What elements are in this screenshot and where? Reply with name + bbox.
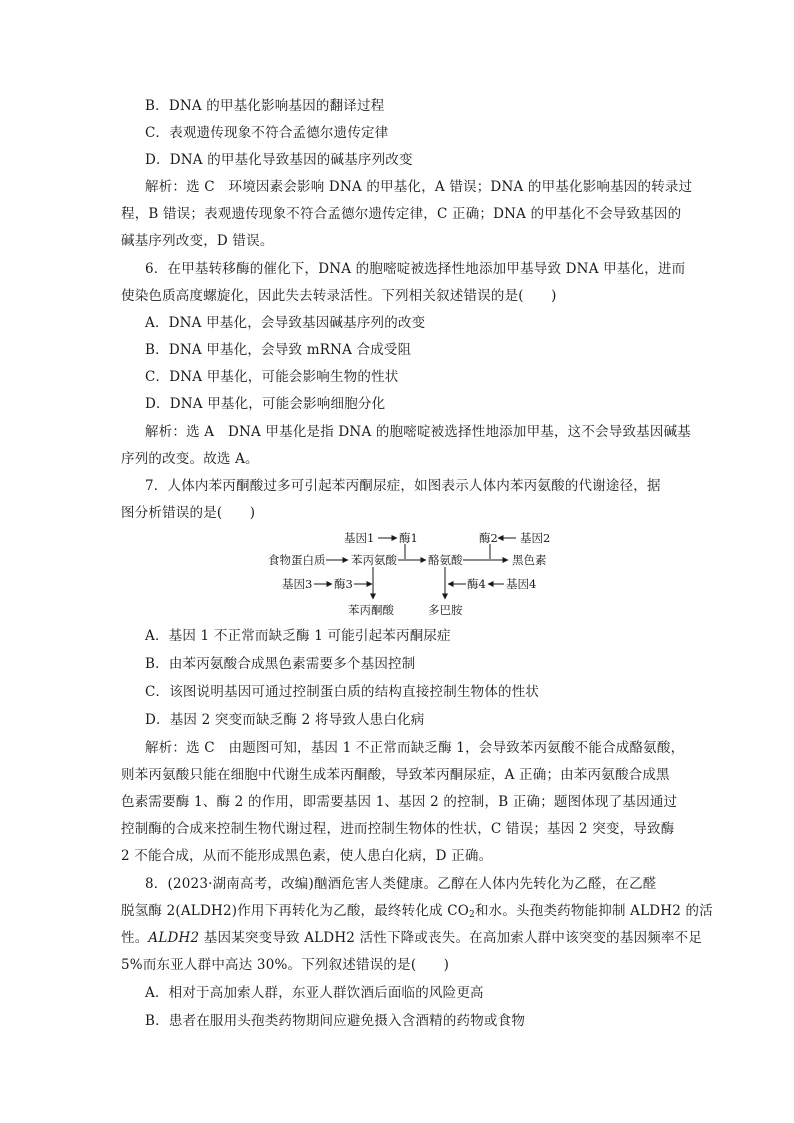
q5-option-b: B．DNA 的甲基化影响基因的翻译过程 <box>145 98 385 114</box>
metabolic-pathway-diagram <box>268 527 568 622</box>
q5-option-c: C．表观遗传现象不符合孟德尔遗传定律 <box>145 125 389 141</box>
q7-explanation-line-4: 控制酶的合成来控制生物代谢过程，进而控制生物体的性状，C 错误；基因 2 突变，导致酶 <box>121 821 675 837</box>
co2-subscript: 2 <box>469 910 475 920</box>
q6-option-d: D．DNA 甲基化，可能会影响细胞分化 <box>145 396 386 412</box>
q6-option-b: B．DNA 甲基化，会导致 mRNA 合成受阻 <box>145 342 412 358</box>
label-gene3: 基因3 <box>282 577 313 591</box>
label-enzyme4: 酶4 <box>467 577 486 591</box>
q6-explanation-line-1: 解析：选 A DNA 甲基化是指 DNA 的胞嘧啶被选择性地添加甲基，这不会导致基因碱基 <box>145 424 691 440</box>
q7-stem-line-2: 图分析错误的是( ) <box>121 505 256 521</box>
q8-stem-line-3 <box>121 929 702 947</box>
q5-explanation-line-3: 碱基序列改变，D 错误。 <box>121 233 274 249</box>
q6-explanation-line-2: 序列的改变。故选 A。 <box>121 451 259 467</box>
q5-explanation-line-2: 程，B 错误；表观遗传现象不符合孟德尔遗传定律，C 正确；DNA 的甲基化不会导致基因的 <box>121 206 682 222</box>
label-melanin: 黑色素 <box>512 553 547 567</box>
q6-stem-line-2: 使染色质高度螺旋化，因此失去转录活性。下列相关叙述错误的是( ) <box>121 288 557 304</box>
label-food-protein: 食物蛋白质 <box>268 553 326 567</box>
label-phenylpyruvic-acid: 苯丙酮酸 <box>348 603 394 617</box>
q7-explanation-line-5: 2 不能合成，从而不能形成黑色素，使人患白化病，D 正确。 <box>121 848 493 864</box>
q5-option-d: D．DNA 的甲基化导致基因的碱基序列改变 <box>145 152 413 168</box>
q8-stem-line-2-b: 和水。头孢类药物能抑制 ALDH2 的活 <box>474 903 713 919</box>
q7-option-b: B．由苯丙氨酸合成黑色素需要多个基因控制 <box>145 656 416 672</box>
q7-explanation-line-3: 色素需要酶 1、酶 2 的作用，即需要基因 1、基因 2 的控制，B 正确；题图体现了基因通过 <box>121 794 678 810</box>
label-enzyme2: 酶2 <box>479 531 498 545</box>
q6-option-a: A．DNA 甲基化，会导致基因碱基序列的改变 <box>145 315 426 331</box>
q8-stem-line-2 <box>121 902 713 924</box>
label-gene2: 基因2 <box>520 531 551 545</box>
q7-option-a: A．基因 1 不正常而缺乏酶 1 可能引起苯丙酮尿症 <box>145 628 451 644</box>
q6-option-c: C．DNA 甲基化，可能会影响生物的性状 <box>145 369 399 385</box>
q6-stem-line-1: 6．在甲基转移酶的催化下，DNA 的胞嘧啶被选择性地添加甲基导致 DNA 甲基化，进而 <box>145 261 686 277</box>
q8-stem-line-3-a: 性。 <box>121 930 149 946</box>
q7-option-c: C．该图说明基因可通过控制蛋白质的结构直接控制生物体的性状 <box>145 684 540 700</box>
q8-option-b: B．患者在服用头孢类药物期间应避免摄入含酒精的药物或食物 <box>145 1013 526 1029</box>
q5-explanation-line-1: 解析：选 C 环境因素会影响 DNA 的甲基化，A 错误；DNA 的甲基化影响基因的转录过 <box>145 179 693 195</box>
q8-stem-line-2-a: 脱氢酶 2(ALDH2)作用下再转化为乙酸，最终转化成 CO <box>121 903 470 919</box>
label-phenylalanine: 苯丙氨酸 <box>351 553 397 567</box>
aldh2-gene-italic: ALDH2 <box>148 930 200 946</box>
q7-option-d: D．基因 2 突变而缺乏酶 2 将导致人患白化病 <box>145 712 425 728</box>
label-tyrosine: 酪氨酸 <box>428 553 463 567</box>
q8-stem-line-4: 5%而东亚人群中高达 30%。下列叙述错误的是( ) <box>121 957 450 973</box>
q7-explanation-line-1: 解析：选 C 由题图可知，基因 1 不正常而缺乏酶 1，会导致苯丙氨酸不能合成酪氨酸， <box>145 740 685 756</box>
q8-stem-line-1: 8．(2023·湖南高考，改编)酗酒危害人类健康。乙醇在人体内先转化为乙醛，在乙醛 <box>145 876 657 892</box>
label-enzyme3: 酶3 <box>334 577 353 591</box>
label-gene1: 基因1 <box>344 531 375 545</box>
q7-explanation-line-2: 则苯丙氨酸只能在细胞中代谢生成苯丙酮酸，导致苯丙酮尿症，A 正确；由苯丙氨酸合成黑 <box>121 767 670 783</box>
q8-option-a: A．相对于高加索人群，东亚人群饮酒后面临的风险更高 <box>145 985 484 1001</box>
label-dopamine: 多巴胺 <box>428 603 463 617</box>
q8-stem-line-3-b: 基因某突变导致 ALDH2 活性下降或丧失。在高加索人群中该突变的基因频率不足 <box>199 930 703 946</box>
label-enzyme1: 酶1 <box>399 531 418 545</box>
label-gene4: 基因4 <box>506 577 537 591</box>
q7-stem-line-1: 7．人体内苯丙酮酸过多可引起苯丙酮尿症，如图表示人体内苯丙氨酸的代谢途径，据 <box>145 478 661 494</box>
